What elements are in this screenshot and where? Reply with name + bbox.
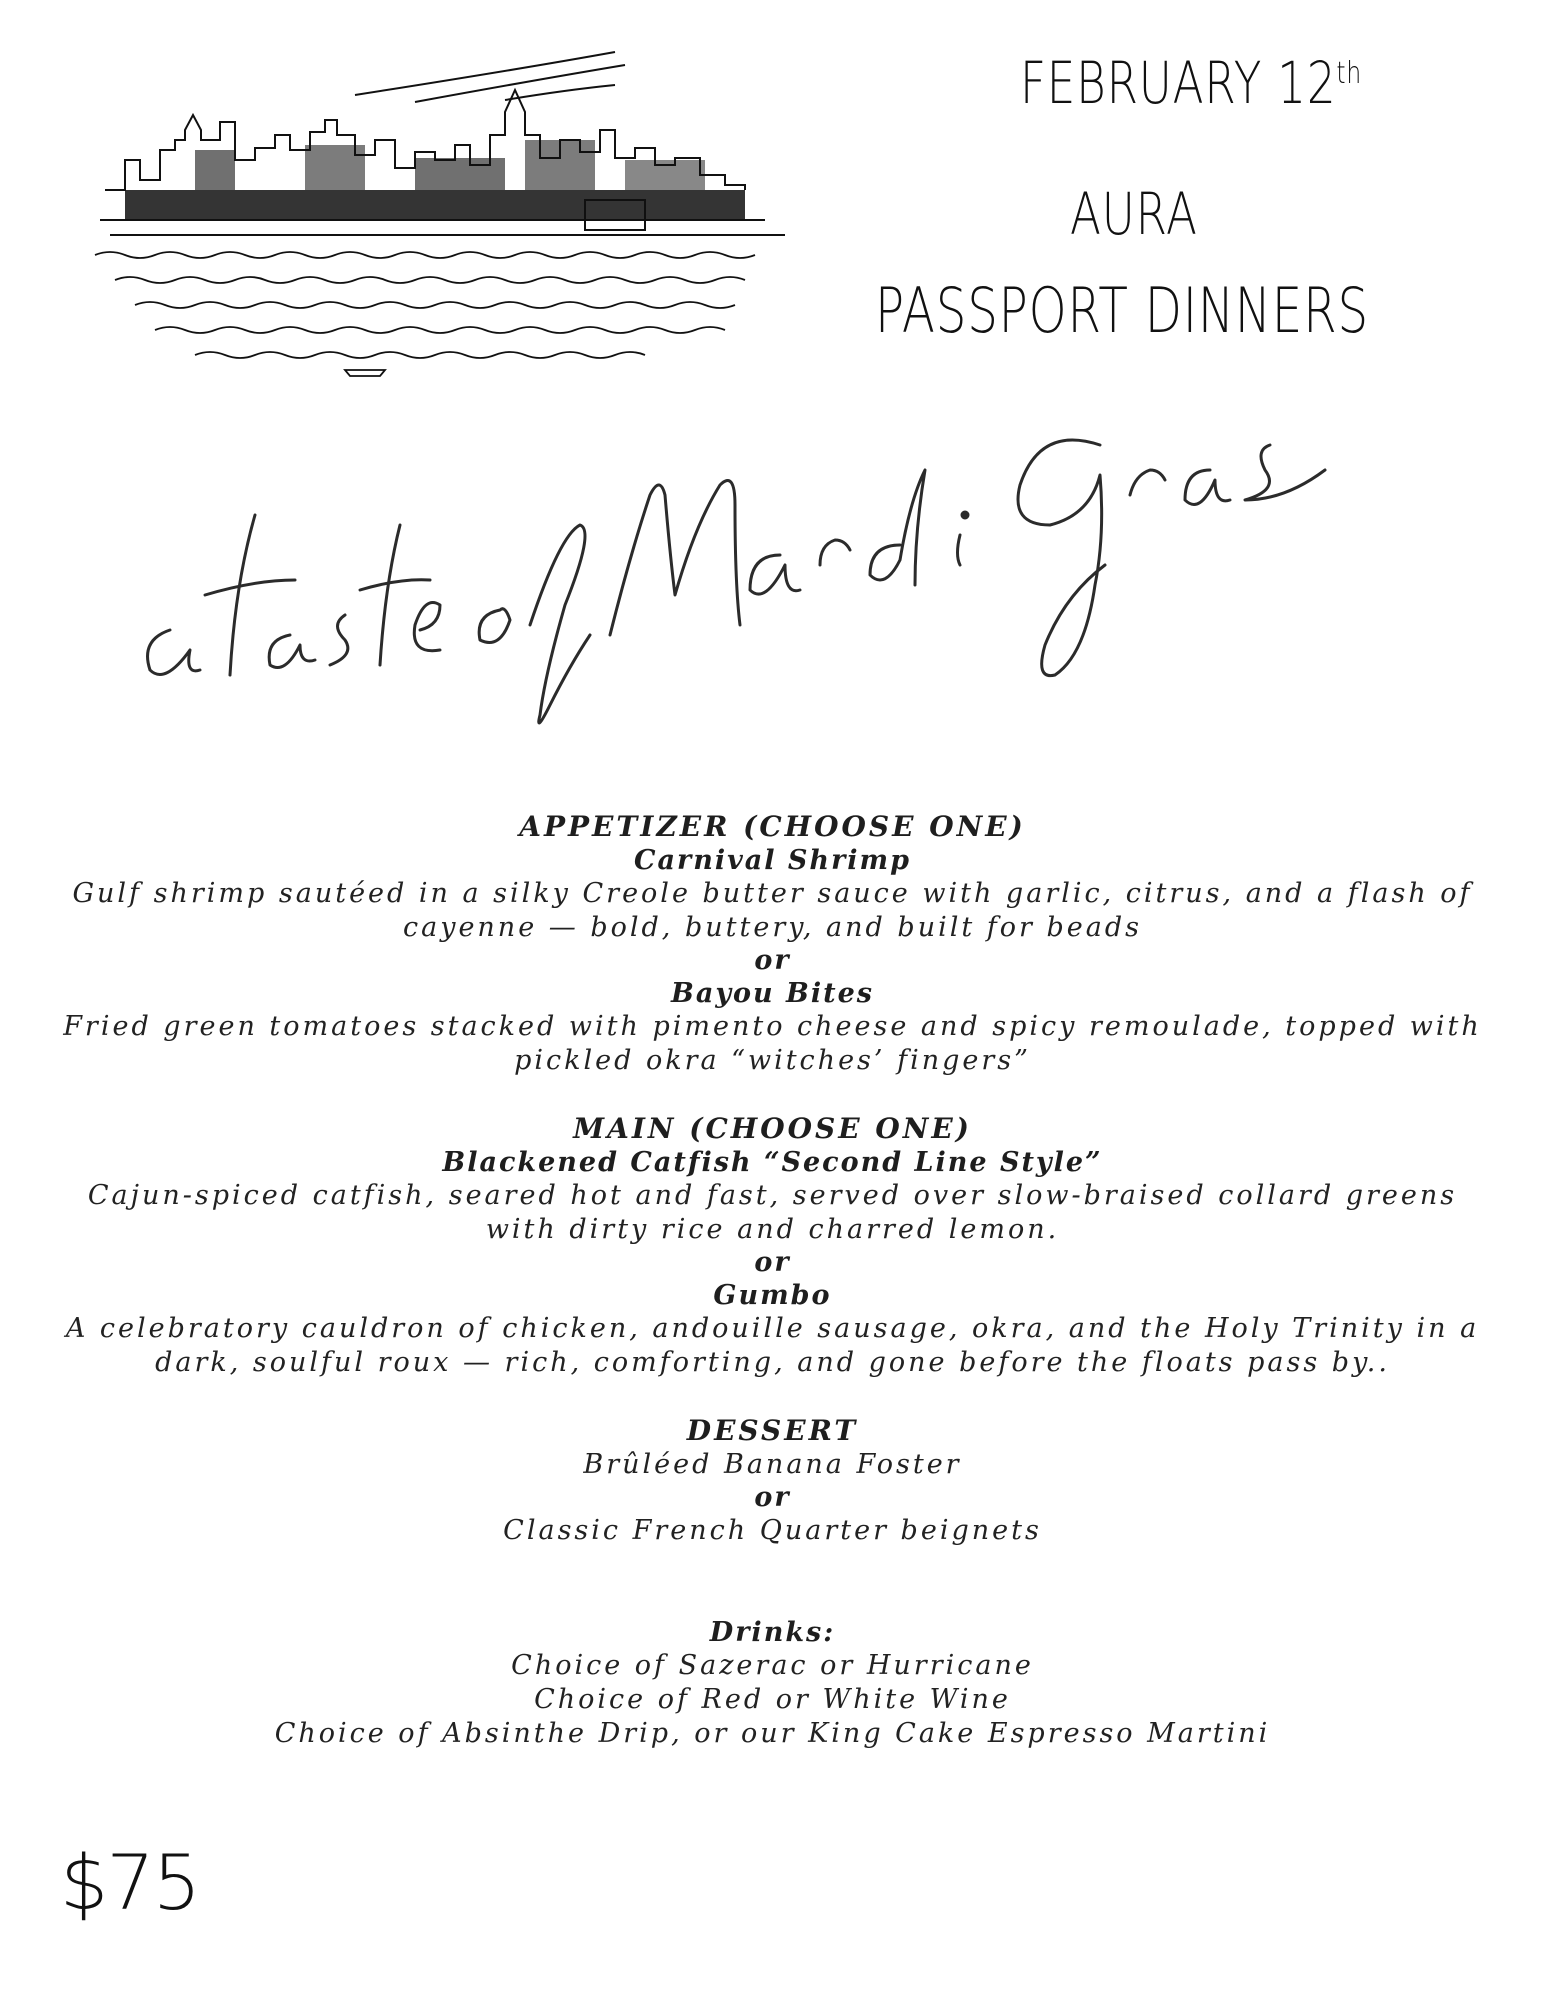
appetizer-option2-desc-line1: Fried green tomatoes stacked with pimento cheese and spicy remoulade, topped with (63, 1011, 1482, 1042)
event-date (1020, 49, 1362, 117)
appetizer-heading: APPETIZER (CHOOSE ONE) (519, 810, 1026, 843)
appetizer-or-separator: or (754, 945, 791, 976)
dessert-option2: Classic French Quarter beignets (503, 1515, 1042, 1546)
drinks-heading: Drinks: (709, 1617, 836, 1648)
section-spacer (40, 1548, 1505, 1616)
main-option1-desc-line2: with dirty rice and charred lemon. (485, 1214, 1060, 1245)
appetizer-option1-desc-line2: cayenne — bold, buttery, and built for beads (402, 912, 1143, 943)
main-option2-name: Gumbo (713, 1280, 832, 1311)
main-heading: MAIN (CHOOSE ONE) (573, 1112, 972, 1145)
main-option2-desc-line1: A celebratory cauldron of chicken, andouille sausage, okra, and the Holy Trinity in a (65, 1313, 1480, 1344)
main-option1-name: Blackened Catfish “Second Line Style” (442, 1147, 1103, 1178)
price: $75 (60, 1838, 200, 1927)
section-spacer (40, 1380, 1505, 1414)
event-date-suffix: th (1336, 56, 1362, 91)
main-option2-desc-line2: dark, soulful roux — rich, comforting, and gone before the floats pass by.. (155, 1347, 1390, 1378)
drinks-line2: Choice of Red or White Wine (534, 1684, 1011, 1715)
drinks-line3: Choice of Absinthe Drip, or our King Cake Espresso Martini (274, 1718, 1271, 1749)
appetizer-option1-name: Carnival Shrimp (634, 845, 911, 876)
appetizer-option1-desc-line1: Gulf shrimp sautéed in a silky Creole butter sauce with garlic, citrus, and a flash of (72, 878, 1473, 909)
venue-name: AURA (1070, 180, 1198, 248)
drinks-line1: Choice of Sazerac or Hurricane (511, 1650, 1034, 1681)
dinner-series-name: PASSPORT DINNERS (875, 274, 1369, 347)
appetizer-option2-name: Bayou Bites (671, 978, 874, 1009)
event-date-text: FEBRUARY 12 (1020, 49, 1337, 117)
dessert-option1: Brûléed Banana Foster (583, 1449, 962, 1480)
dessert-heading: DESSERT (686, 1414, 859, 1447)
menu (40, 810, 1505, 1751)
appetizer-option2-desc-line2: pickled okra “witches’ fingers” (514, 1045, 1031, 1076)
dessert-or-separator: or (754, 1482, 791, 1513)
city-skyline-illustration (85, 40, 885, 385)
section-spacer (40, 1078, 1505, 1112)
main-or-separator: or (754, 1247, 791, 1278)
main-option1-desc-line1: Cajun-spiced catfish, seared hot and fast, served over slow-braised collard greens (87, 1180, 1458, 1211)
script-title-lettering (130, 385, 1400, 725)
